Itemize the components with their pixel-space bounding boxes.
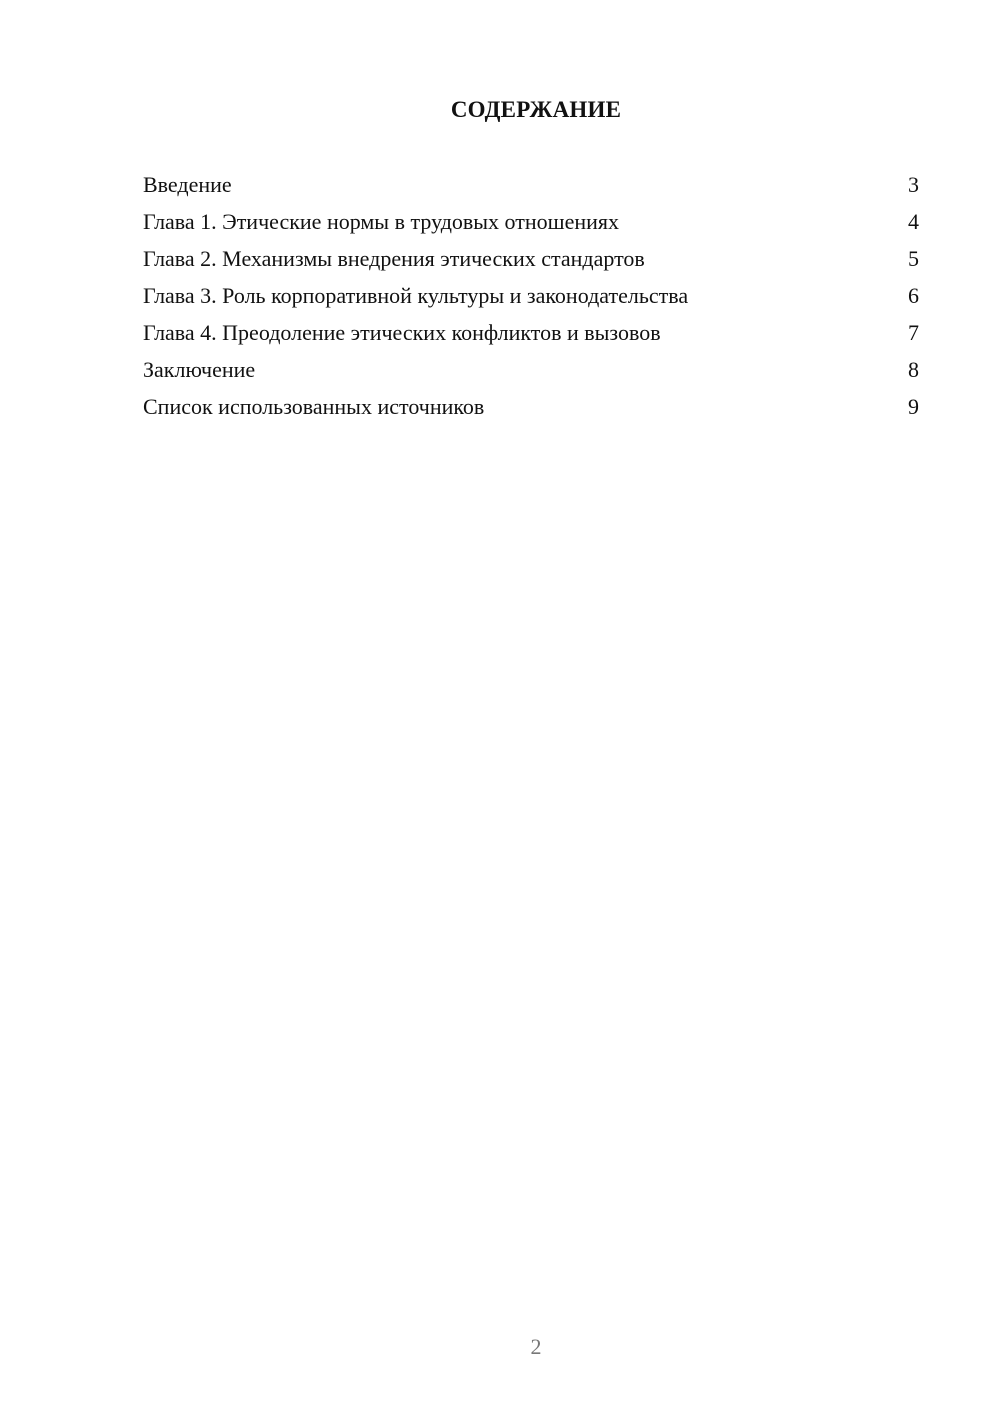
toc-entry-page-number: 3 xyxy=(908,172,919,197)
toc-entry-label: Заключение xyxy=(143,357,256,382)
toc-entry-label: Глава 3. Роль корпоративной культуры и законодательства xyxy=(143,283,689,308)
toc-entry-label: Глава 4. Преодоление этических конфликтов и вызовов xyxy=(143,320,661,345)
toc-entry-introduction xyxy=(143,170,919,207)
toc-entry-chapter-4 xyxy=(143,318,919,355)
toc-entry-page-number: 5 xyxy=(908,246,919,271)
toc-entry-page-number: 9 xyxy=(908,394,919,419)
toc-entry-page-number: 7 xyxy=(908,320,919,345)
toc-entry-label: Глава 1. Этические нормы в трудовых отношениях xyxy=(143,209,620,234)
toc-entry-page-number: 4 xyxy=(908,209,919,234)
page-title: СОДЕРЖАНИЕ xyxy=(450,97,622,122)
table-of-contents xyxy=(143,170,919,429)
toc-entry-page-number: 6 xyxy=(908,283,919,308)
toc-entry-label: Список использованных источников xyxy=(143,394,485,419)
toc-entry-page-number: 8 xyxy=(908,357,919,382)
toc-entry-label: Глава 2. Механизмы внедрения этических стандартов xyxy=(143,246,645,271)
toc-entry-chapter-1 xyxy=(143,207,919,244)
page-number: 2 xyxy=(530,1334,542,1359)
toc-entry-references xyxy=(143,392,919,429)
toc-entry-chapter-3 xyxy=(143,281,919,318)
toc-entry-conclusion xyxy=(143,355,919,392)
toc-entry-chapter-2 xyxy=(143,244,919,281)
toc-entry-label: Введение xyxy=(143,172,232,197)
